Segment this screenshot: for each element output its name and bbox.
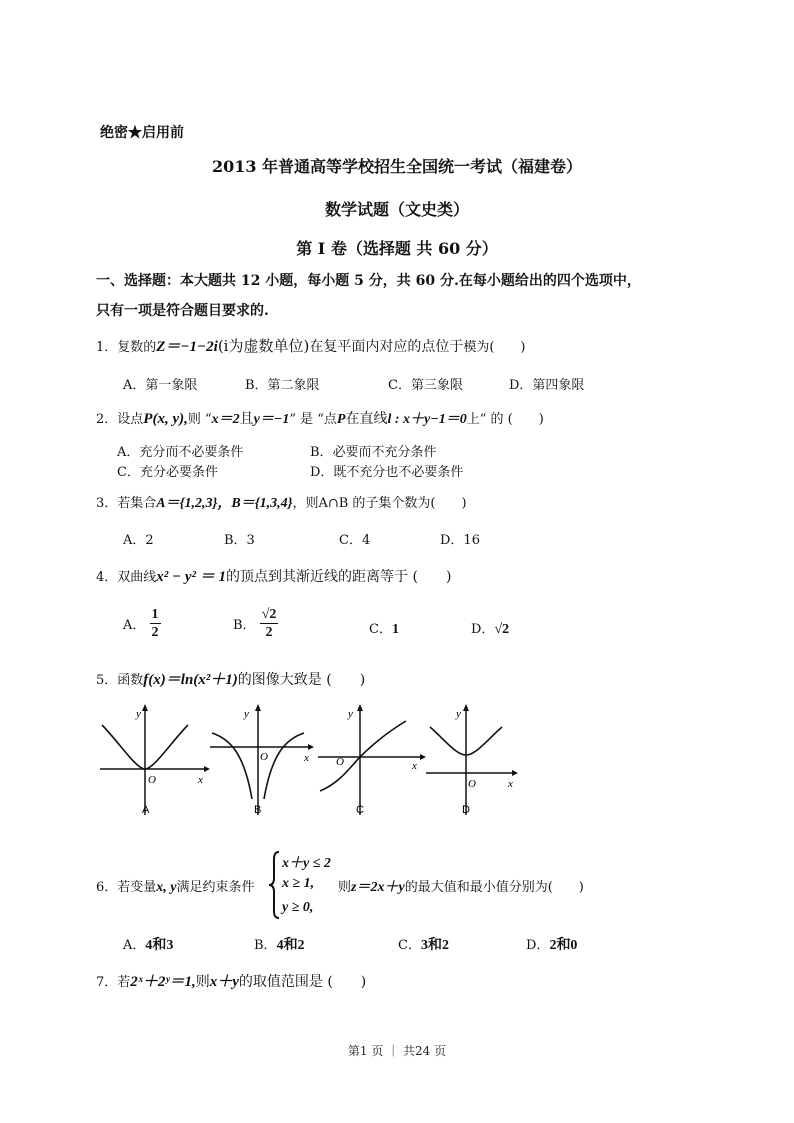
q2-option-a: A．充分而不必要条件 <box>117 445 244 460</box>
q1-option-a: A．第一象限 <box>123 378 198 393</box>
q3-option-b: B．3 <box>224 533 255 548</box>
q4-option-c: C．1 <box>369 622 399 637</box>
question-7: 7．若2ˣ＋2ʸ＝1,则x＋y的取值范围是 ( ) <box>96 974 367 990</box>
secret-label: 绝密★启用前 <box>100 125 184 141</box>
section-line-1: 一、选择题：本大题共 12 小题，每小题 5 分，共 60 分.在每小题给出的四个选项中， <box>96 273 641 289</box>
q4-option-a: A． $\frac{1}{2}$ <box>123 607 159 640</box>
graph-a-x-label: x <box>198 774 203 786</box>
q1-option-d: D．第四象限 <box>509 378 585 393</box>
q6-constraint-brace <box>268 850 280 924</box>
q2-option-c: C．充分必要条件 <box>117 465 218 480</box>
graph-d <box>424 703 520 821</box>
graph-d-origin: O <box>468 778 476 790</box>
graph-a-y-label: y <box>136 708 141 720</box>
page-footer: 第1 页 ｜ 共24 页 <box>347 1044 447 1058</box>
question-6-tail: 则z＝2x＋y的最大值和最小值分别为( ) <box>338 880 584 895</box>
graph-c <box>316 703 428 821</box>
q4-option-b: B． $\frac{√2}{2}$ <box>233 607 277 640</box>
question-6-lead: 6．若变量x, y满足约束条件 <box>96 880 255 895</box>
part-title: 第 I 卷（选择题 共 60 分） <box>296 239 498 258</box>
question-3: 3．若集合A＝{1,2,3}，B＝{1,3,4}，则A∩B 的子集个数为( ) <box>96 496 467 511</box>
q6-constraint-3: y ≥ 0, <box>282 900 314 915</box>
q6-option-d: D．2和0 <box>526 938 578 953</box>
graph-c-x-label: x <box>412 760 417 772</box>
q2-option-d: D．既不充分也不必要条件 <box>310 465 464 480</box>
graph-d-y-label: y <box>456 708 461 720</box>
q6-option-c: C．3和2 <box>398 938 449 953</box>
q3-option-a: A．2 <box>123 533 154 548</box>
q2-option-b: B．必要而不充分条件 <box>310 445 437 460</box>
q3-option-d: D．16 <box>440 533 480 548</box>
q1-option-c: C．第三象限 <box>388 378 463 393</box>
section-line-2: 只有一项是符合题目要求的. <box>96 303 269 319</box>
graph-c-label: C <box>356 804 364 816</box>
graph-c-origin: O <box>336 756 344 768</box>
question-2: 2．设点P(x, y),则 “x＝2且y＝−1” 是 “点P在直线l : x＋y−1＝0上” 的 ( ) <box>96 411 544 427</box>
graph-b-label: B <box>254 804 262 816</box>
subject-title: 数学试题（文史类） <box>324 200 469 219</box>
exam-title: 2013 年普通高等学校招生全国统一考试（福建卷） <box>211 157 583 176</box>
question-4: 4．双曲线x² − y² ＝ 1的顶点到其渐近线的距离等于 ( ) <box>96 569 452 585</box>
q6-option-a: A．4和3 <box>123 938 174 953</box>
q1-option-b: B．第二象限 <box>245 378 320 393</box>
graph-a-label: A <box>142 804 150 816</box>
graph-d-x-label: x <box>508 778 513 790</box>
q4-option-d: D．√2 <box>471 622 510 637</box>
graph-a <box>98 703 210 821</box>
graph-d-label: D <box>462 804 470 816</box>
question-5: 5．函数f(x)＝ln(x²＋1)的图像大致是 ( ) <box>96 672 366 688</box>
q6-constraint-1: x＋y ≤ 2 <box>282 856 331 871</box>
graph-b-y-label: y <box>244 708 249 720</box>
graph-b-x-label: x <box>304 752 309 764</box>
graph-a-origin: O <box>148 774 156 786</box>
q6-constraint-2: x ≥ 1, <box>282 876 315 891</box>
graph-b-origin: O <box>260 751 268 763</box>
q6-option-b: B．4和2 <box>254 938 305 953</box>
q3-option-c: C．4 <box>339 533 371 548</box>
question-1: 1．复数的Z＝−1−2i(i为虚数单位)在复平面内对应的点位于模为( ) <box>96 337 526 355</box>
graph-c-y-label: y <box>348 708 353 720</box>
graph-b <box>208 703 316 821</box>
